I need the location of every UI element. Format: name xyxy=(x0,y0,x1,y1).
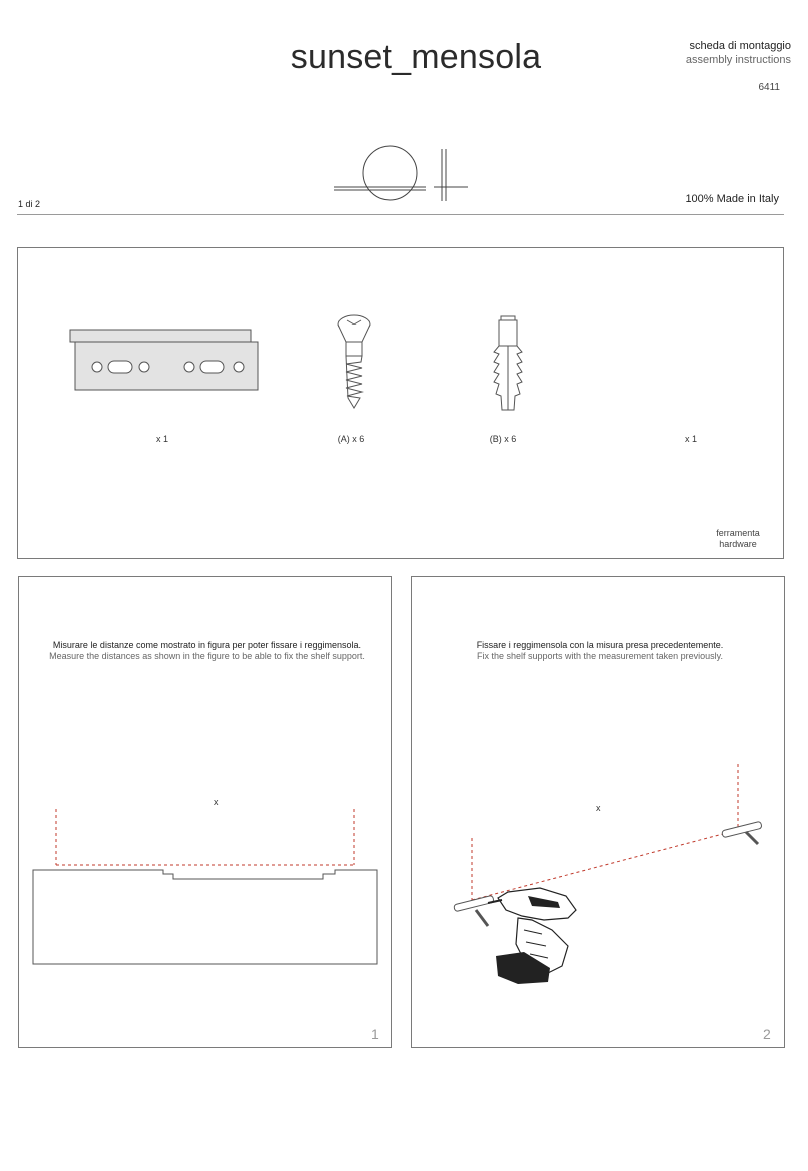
product-code: 6411 xyxy=(758,82,780,93)
document-title: sunset_mensola xyxy=(290,38,542,76)
step-2-drill-diagram xyxy=(440,760,780,990)
screw-icon xyxy=(334,312,374,412)
header-divider xyxy=(17,214,784,215)
bracket-quantity: x 1 xyxy=(155,434,168,444)
hardware-label-english: hardware xyxy=(719,539,757,549)
step-2-text-english: Fix the shelf supports with the measurement taken previously. xyxy=(477,651,723,661)
wall-plug-icon xyxy=(488,314,528,414)
hardware-panel xyxy=(17,247,784,559)
subtitle-english: assembly instructions xyxy=(685,54,791,66)
step-1-shelf-diagram xyxy=(30,805,382,967)
step-2-number: 2 xyxy=(763,1026,771,1042)
subtitle-italian: scheda di montaggio xyxy=(689,40,791,52)
wall-plug-quantity: (B) x 6 xyxy=(489,434,517,444)
shelf-bracket-icon xyxy=(69,329,261,393)
made-in-label: 100% Made in Italy xyxy=(685,193,779,205)
page-indicator: 1 di 2 xyxy=(18,199,41,209)
step-1-text-italian: Misurare le distanze come mostrato in figura per poter fissare i reggimensola. xyxy=(52,640,362,650)
step-1-number: 1 xyxy=(371,1026,379,1042)
step-2-text-italian: Fissare i reggimensola con la misura presa precedentemente. xyxy=(476,640,724,650)
hardware-label-italian: ferramenta xyxy=(716,528,760,538)
step-1-dimension-label: x xyxy=(214,797,219,807)
product-logo-icon xyxy=(330,143,470,203)
screw-quantity: (A) x 6 xyxy=(337,434,365,444)
step-1-text-english: Measure the distances as shown in the figure to be able to fix the shelf support. xyxy=(49,651,365,661)
extra-item-quantity: x 1 xyxy=(684,434,697,444)
step-2-dimension-label: x xyxy=(596,803,601,813)
